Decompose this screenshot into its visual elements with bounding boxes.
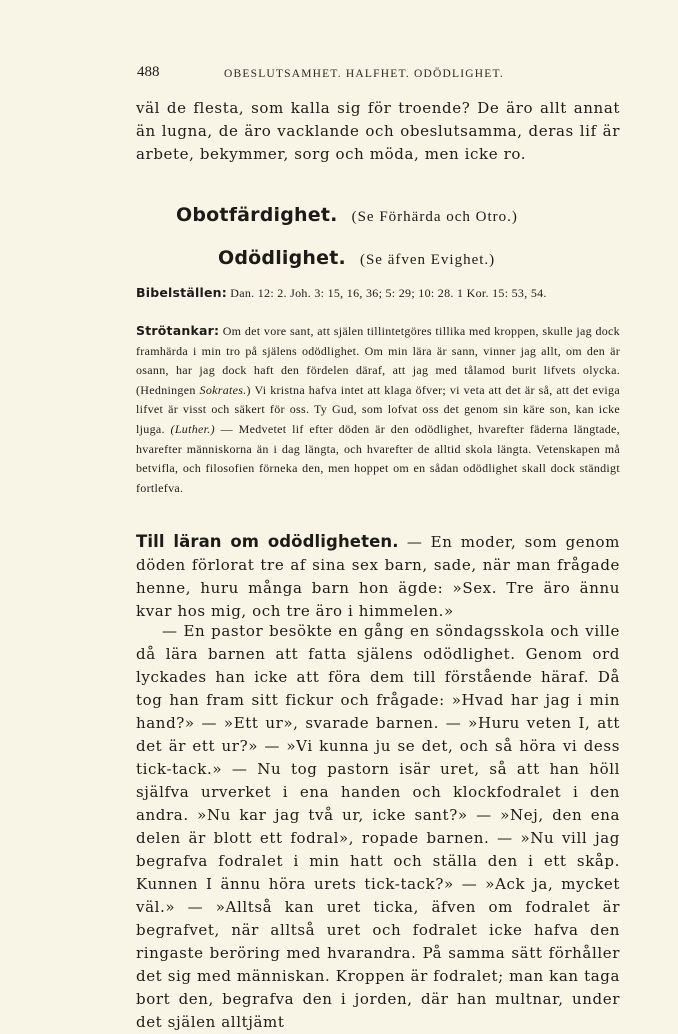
heading-reference: (Se äfven Evighet.)	[359, 252, 496, 268]
story-paragraph-2: — En pastor besökte en gång en söndagsskola och ville då lära barnen att fatta själens odödlighet. Genom ord lyckades han icke att föra dem till förstående häraf. Då tog han fram sitt fickur och frågade: »Hvad har jag i min hand?» — »Ett ur», svarade barnen. — »Huru veten I, att det är ett ur?» — »Vi kunna ju se det, och så höra vi dess tick-tack.» — Nu tog pastorn isär uret, så att han höll själfva urverket i ena handen och klockfodralet i den andra. »Nu kar jag två ur, icke sant?» — »Nej, den ena delen är blott ett fodral», ropade barnen. — »Nu vill jag begrafva fodralet i min hatt och ställa den i ett skåp. Kunnen I ännu höra urets tick-tack?» — »Ack ja, mycket väl.» — »Alltså kan uret ticka, äfven om fodralet är begrafvet, när alltså uret och fodralet icke hafva den ringaste beröring med hvarandra. På samma sätt förhåller det sig med människan. Kroppen är fodralet; man kan taga bort den, begrafva den i jorden, där han multnar, under det själen alltjämt	[136, 622, 620, 1031]
page-number: 488	[137, 64, 160, 80]
story-title: Till läran om odödligheten.	[136, 532, 399, 551]
thoughts-source-2: (Luther.)	[170, 421, 215, 436]
thoughts-paragraph	[136, 321, 620, 498]
thoughts-source-1: Sokrates.	[199, 382, 247, 397]
story-paragraph-1	[136, 530, 620, 623]
running-head-title: OBESLUTSAMHET. HALFHET. ODÖDLIGHET.	[224, 68, 504, 80]
story-text-1: — En moder, som genom döden förlorat tre af sina sex barn, sade, när man frågade henne, huru många barn hon ägde: »Sex. Tre äro ännu kvar hos mig, och tre äro i himmelen.»	[136, 533, 620, 620]
heading-reference: (Se Förhärda och Otro.)	[351, 209, 518, 225]
bible-references	[136, 283, 620, 304]
bible-label: Bibelställen:	[136, 285, 227, 300]
bible-text: Dan. 12: 2. Joh. 3: 15, 16, 36; 5: 29; 10: 28. 1 Kor. 15: 53, 54.	[230, 286, 547, 300]
thoughts-part-3: — Medvetet lif efter döden är den odödlighet, hvarefter fäderna längtade, hvarefter människorna än i dag längta, och hvarefter de alltid skola längta. Vetenskapen må betvifla, och filosofien förneka den, men hoppet om en sådan odödlighet skall dock ständigt fortlefva.	[136, 421, 620, 495]
heading-oddodlighet	[218, 247, 495, 269]
intro-paragraph: väl de flesta, som kalla sig för troende? De äro allt annat än lugna, de äro vacklande och obeslutsamma, deras lif är arbete, bekymmer, sorg och möda, men icke ro.	[136, 99, 620, 163]
heading-obotfardighet	[176, 204, 518, 226]
thoughts-label: Strötankar:	[136, 323, 220, 338]
heading-title: Obotfärdighet.	[176, 204, 338, 226]
thoughts-part-2: ) Vi kristna hafva intet att klaga öfver; vi veta att det är så, att det eviga lifvet är visst och säkert för oss. Ty Gud, som lofvat oss det genom sin käre son, kan icke ljuga.	[136, 382, 620, 436]
thoughts-part-1: Om det vore sant, att själen tillintetgöres tillika med kroppen, skulle jag dock framhärda i min tro på själens odödlighet. Om min lära är sann, vinner jag allt, om den är osann, har jag dock haft den fördelen däraf, att jag med tålamod burit lifvets olycka. (Hedningen	[136, 324, 620, 397]
heading-title: Odödlighet.	[218, 247, 346, 269]
